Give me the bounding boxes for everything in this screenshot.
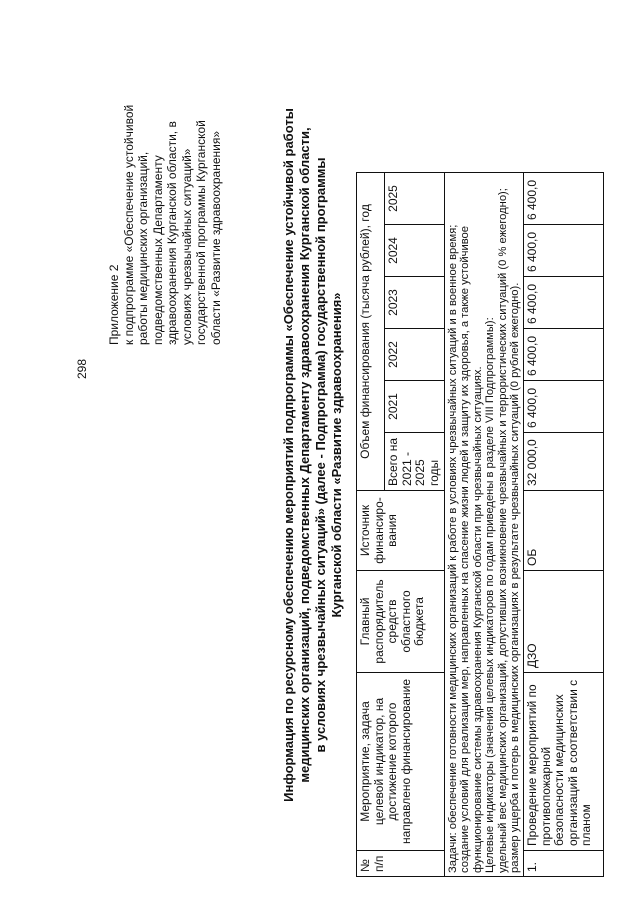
header-source: Источник финансиро-вания [357,491,445,571]
header-volume: Объем финансирования (тысяча рублей), год [357,173,385,491]
appendix-header [107,45,223,345]
appendix-line: к подпрограмме «Обеспечение устойчивой [121,104,136,345]
appendix-line: подведомственных Департаменту [150,155,165,345]
header-year: 2024 [385,225,445,277]
tasks-and-indicators [445,173,524,877]
appendix-title: Приложение 2 [107,264,121,345]
row-num: 1. [524,851,604,877]
row-activity: Проведение мероприятий по противопожарной безопасности медицинских организаций в соответствии с планом [524,673,604,851]
appendix-line: области «Развитие здравоохранения» [208,130,223,345]
title-line: Курганской области «Развитие здравоохранения» [329,292,344,618]
row-year-value: 6 400,0 [524,329,604,381]
tasks-line: Целевые индикаторы (значения целевых индикаторов по годам приведены в разделе VIII Подпрограммы): [484,317,497,873]
tasks-line: Задачи: обеспечение готовности медицинских организаций к работе в условиях чрезвычайных ситуаций и в военное время; [447,224,459,873]
header-year: 2022 [385,329,445,381]
appendix-line: условиях чрезвычайных ситуаций» [179,148,194,345]
row-year-value: 6 400,0 [524,381,604,433]
row-year-value: 6 400,0 [524,277,604,329]
header-year: 2021 [385,381,445,433]
header-year: 2023 [385,277,445,329]
header-manager: Главный распорядитель средств областного бюджета [357,571,445,673]
row-year-value: 6 400,0 [524,225,604,277]
document-title [281,45,345,865]
appendix-line: работы медицинских организаций, [136,151,150,345]
row-manager: ДЗО [524,571,604,673]
header-year: 2025 [385,173,445,225]
header-activity: Мероприятие, задача целевой индикатор, на достижение которого направлено финансирование [357,673,445,851]
title-line: в условиях чрезвычайных ситуаций» (далее - Подпрограмма) государственной программы [313,157,328,753]
appendix-line: государственной программы Курганской [194,120,208,345]
header-num: № п/п [357,851,445,877]
title-line: медицинских организаций, подведомственных Департаменту здравоохранения Курганской области, [297,127,312,783]
title-line: Информация по ресурсному обеспечению мероприятий подпрограммы «Обеспечение устойчивой работы [281,108,296,802]
page-number: 298 [75,358,89,379]
row-source: ОБ [524,491,604,571]
tasks-line: размер ущерба и потерь в медицинских организациях в результате чрезвычайных ситуаций (0 рублей ежегодно). [509,282,522,873]
row-total: 32 000,0 [524,433,604,491]
tasks-line: функционирование системы здравоохранения Курганской области при чрезвычайных ситуациях. [471,366,484,873]
appendix-line: здравоохранения Курганской области, в [165,121,179,345]
tasks-line: создание условий для реализации мер, направленных на спасение жизни людей и защиту их здоровья, а также устойчивое [459,226,472,873]
table-row [524,173,604,877]
row-year-value: 6 400,0 [524,173,604,225]
tasks-line: удельный вес медицинских организаций, допустивших возникновение чрезвычайных и террористических ситуаций (0 % ежегодно); [496,188,509,873]
header-total: Всего на 2021 - 2025 годы [385,433,445,491]
funding-table [356,172,604,877]
